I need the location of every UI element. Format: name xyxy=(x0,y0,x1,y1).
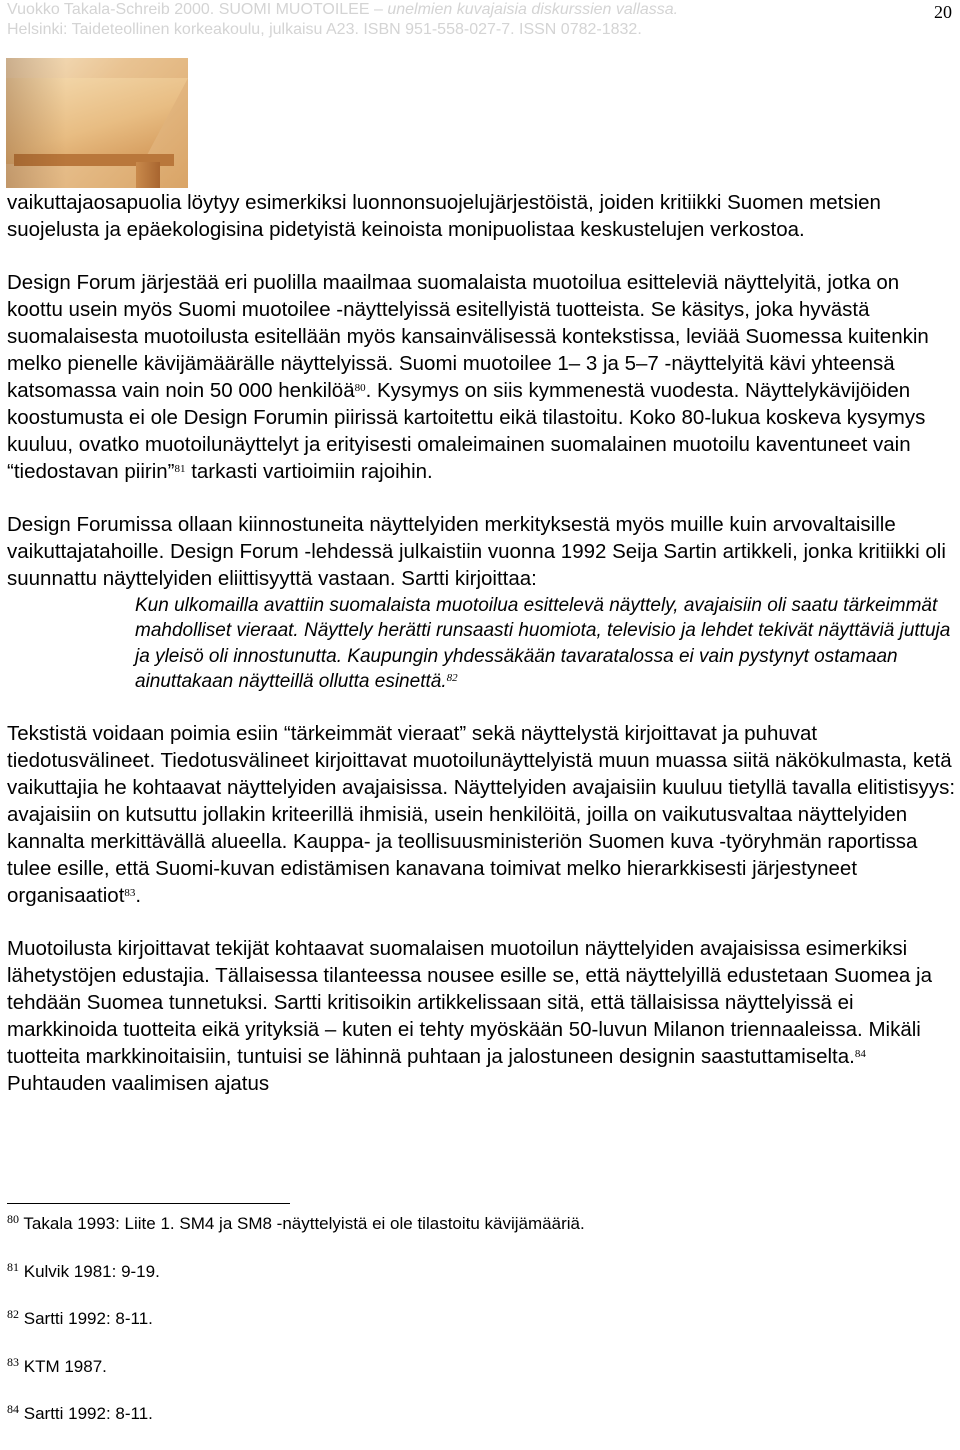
paragraph-2 xyxy=(7,269,957,485)
paragraph-4-text-b: . xyxy=(135,884,142,908)
footnote-text: Kulvik 1981: 9-19. xyxy=(23,1261,160,1281)
footnote-number: 82 xyxy=(7,1307,19,1321)
footnote-ref-80[interactable]: 80 xyxy=(354,382,366,394)
footnote-number: 80 xyxy=(7,1212,19,1226)
footnote-number: 81 xyxy=(7,1259,19,1274)
footnote-83 xyxy=(7,1355,947,1379)
footnote-84 xyxy=(7,1402,947,1426)
paragraph-2-text-a: Design Forum järjestää eri puolilla maailmaa suomalaista muotoilua esitteleviä näyttelyitä, jotka on koottu usein myös Suomi muotoilee -näyttelyissä esitellyistä tuotteista. Se käsitys, joka hyvästä suomalaisesta muotoilusta esitellään myös kansainvälisessä kontekstissa, leviää Suomessa kuitenkin melko pienelle kävijämäärälle näyttelyissä. Suomi muotoilee 1– 3 ja 5–7 -näyttelyitä kävi yhteensä katsomassa vain noin 50 000 henkilöä xyxy=(7,271,929,402)
paragraph-5 xyxy=(7,935,957,1097)
page-number: 20 xyxy=(934,2,952,22)
paragraph-5-text-a: Muotoilusta kirjoittavat tekijät kohtaavat suomalaisen muotoilun näyttelyiden avajaisissa esimerkiksi lähetystöjen edustajia. Tällaisessa tilanteessa nousee esille se, että näyttelyillä edustetaan Suomea ja tehdään Suomea tunnetuksi. Sartti kritisoikin artikkelissaan sitä, että tällaisissa näyttelyissä ei markkinoida tuotteita eikä yrityksiä – kuten ei tehty myöskään 50-luvun Milanon triennaaleissa. Mikäli tuotteita markkinoitaisiin, tuntuisi se lähinnä puhtaan ja jalostuneen designin saastuttamiselta. xyxy=(7,937,932,1069)
paragraph-2-text-b: . Kysymys on siis kymmenestä vuodesta. Näyttelykävijöiden koostumusta ei ole Design Forumin piirissä kartoitettu eikä tilastoitu. Koko 80-lukua koskeva kysymys kuuluu, ovatko muotoilunäyttelyt ja erityisesti omaleimainen suomalainen muotoilu kaventuneet vain “tiedostavan piirin” xyxy=(7,379,926,483)
footnote-82 xyxy=(7,1307,947,1331)
footnote-text: Sartti 1992: 8-11. xyxy=(23,1309,153,1328)
header-author-title: Vuokko Takala-Schreib 2000. SUOMI MUOTOILEE – xyxy=(7,1,388,18)
paragraph-4 xyxy=(7,720,957,909)
chair-shadow xyxy=(6,58,66,188)
quote-text: Kun ulkomailla avattiin suomalaista muotoilua esittelevä näyttely, avajaisiin oli saatu tärkeimmät mahdolliset vieraat. Näyttely herätti runsaasti huomiota, televisio ja lehdet tekivät näyttäviä juttuja ja yleisö oli innostunutta. Kaupungin yhdessäkään tavaratalossa ei vain pystynyt ostamaan ainuttakaan näytteillä ollutta esinettä. xyxy=(135,595,951,692)
footnote-ref-81[interactable]: 81 xyxy=(174,463,186,475)
header-line-2: Helsinki: Taideteollinen korkeakoulu, julkaisu A23. ISBN 951-558-027-7. ISSN 0782-1832. xyxy=(7,21,642,38)
footnote-80 xyxy=(7,1212,947,1236)
paragraph-5-text-b: Puhtauden vaalimisen ajatus xyxy=(7,1072,270,1096)
header-subtitle: unelmien kuvajaisia diskurssien vallassa. xyxy=(387,1,679,18)
paragraph-1: vaikuttajaosapuolia löytyy esimerkiksi luonnonsuojelujärjestöistä, joiden kritiikki Suomen metsien suojelusta ja epäekologisina pidetyistä keinoista monipuolistaa keskustelujen verkostoa. xyxy=(7,191,881,241)
footnote-ref-84[interactable]: 84 xyxy=(854,1048,866,1061)
chair-photo xyxy=(6,58,188,188)
main-text xyxy=(7,189,957,1123)
footnote-text: KTM 1987. xyxy=(23,1356,107,1376)
footnote-separator xyxy=(7,1203,290,1204)
paragraph-4-text-a: Tekstistä voidaan poimia esiin “tärkeimmät vieraat” sekä näyttelystä kirjoittavat ja puhuvat tiedotusvälineet. Tiedotusvälineet kirjoittavat muotoilunäyttelyistä muun muassa siitä näkökulmasta, ketä vaikuttajia he kohtaavat näyttelyiden avajaisissa. Näyttelyiden avajaisiin kuuluu tietyllä tavalla elitistisyys: avajaisiin on kutsuttu jollakin kriteerillä ihmisiä, usein henkilöitä, joilla on vaikutusvaltaa näyttelyiden kannalta merkittävällä alueella. Kauppa- ja teollisuusministeriön Suomen kuva -työryhmän raportissa tulee esille, että Suomi-kuvan edistämisen kanavana toimivat melko hierarkkisesti järjestyneet organisaatiot xyxy=(7,722,956,908)
footnote-ref-83[interactable]: 83 xyxy=(124,887,136,900)
paragraph-2-text-c: tarkasti vartioimiin rajoihin. xyxy=(185,460,433,483)
footnote-number: 84 xyxy=(7,1402,19,1416)
block-quote xyxy=(135,593,957,694)
chair-leg xyxy=(136,162,160,188)
running-header xyxy=(7,0,678,40)
footnote-number: 83 xyxy=(7,1354,19,1369)
paragraph-3: Design Forumissa ollaan kiinnostuneita näyttelyiden merkityksestä myös muille kuin arvovaltaisille vaikuttajatahoille. Design Forum -lehdessä julkaistiin vuonna 1992 Seija Sartin artikkeli, jonka kritiikki oli suunnattu näyttelyiden eliittisyyttä vastaan. Sartti kirjoittaa: xyxy=(7,513,946,590)
footnotes xyxy=(7,1212,947,1450)
footnote-text: Sartti 1992: 8-11. xyxy=(23,1404,153,1423)
footnote-81 xyxy=(7,1260,947,1284)
footnote-ref-82[interactable]: 82 xyxy=(446,671,458,684)
header-line-1 xyxy=(7,0,678,20)
footnote-text: Takala 1993: Liite 1. SM4 ja SM8 -näyttelyistä ei ole tilastoitu kävijämääriä. xyxy=(23,1214,585,1233)
